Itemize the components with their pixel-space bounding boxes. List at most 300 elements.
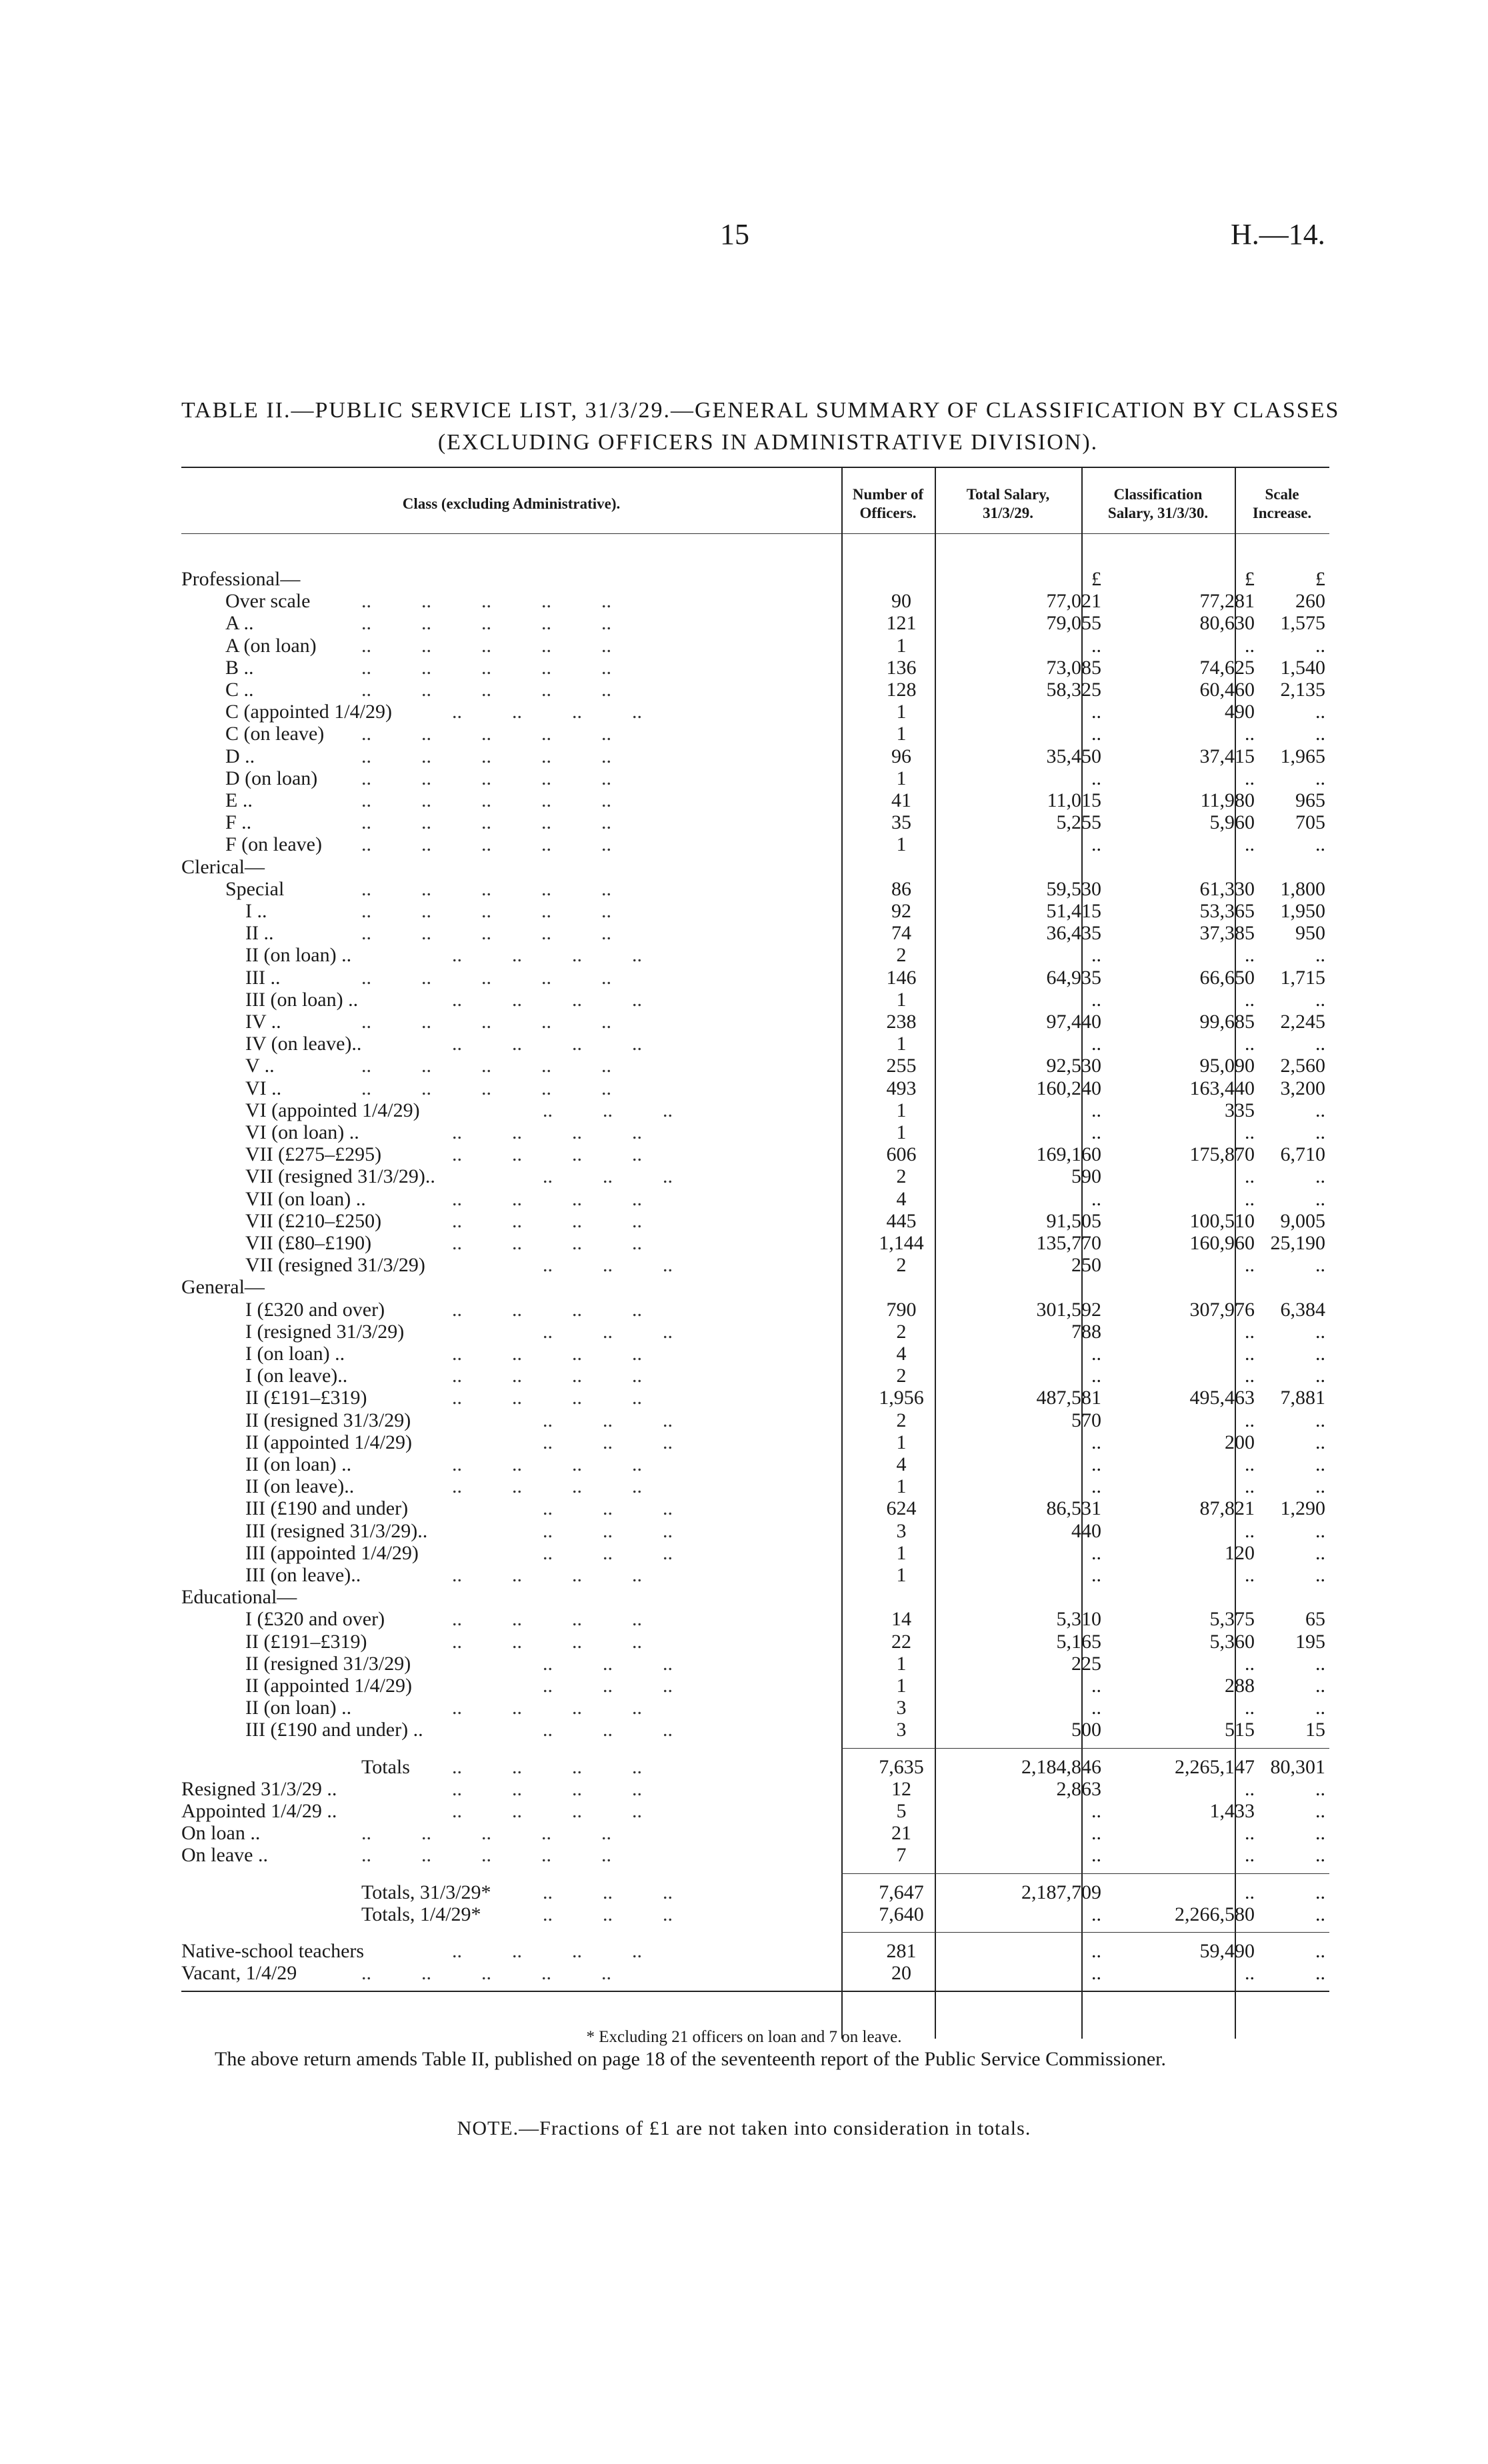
- row-label: F ..: [225, 811, 252, 834]
- table-row: [181, 1844, 1329, 1866]
- cell-classification-salary: ..: [1245, 1881, 1255, 1903]
- cell-classification-salary: 120: [1225, 1541, 1255, 1564]
- row-label: D (on loan): [225, 767, 318, 789]
- table-row: [181, 1564, 1329, 1586]
- cell-classification-salary: 288: [1225, 1675, 1255, 1697]
- cell-total-salary: 36,435: [1046, 922, 1101, 945]
- row-label: VI (on loan) ..: [245, 1121, 359, 1143]
- title-line-2: (EXCLUDING OFFICERS IN ADMINISTRATIVE DIVISION).: [437, 430, 1099, 455]
- table-row: [181, 1121, 1329, 1143]
- row-label: Educational—: [181, 1586, 297, 1609]
- table-row: [181, 1475, 1329, 1497]
- cell-total-salary: ..: [1091, 1800, 1101, 1822]
- cell-total-salary: 570: [1071, 1409, 1101, 1431]
- row-label: A ..: [225, 612, 254, 635]
- table-row: [181, 657, 1329, 679]
- row-label: C ..: [225, 679, 254, 701]
- row-label: F (on leave): [225, 833, 322, 856]
- leader-dots: .. .. .. ..: [452, 1940, 642, 1962]
- cell-classification-salary: ..: [1245, 767, 1255, 789]
- leader-dots: .. .. .. .. ..: [361, 656, 611, 679]
- cell-total-salary: ..: [1091, 1822, 1101, 1845]
- cell-total-salary: 92,530: [1046, 1055, 1101, 1077]
- cell-number: 5: [896, 1800, 907, 1822]
- row-label: E ..: [225, 789, 253, 811]
- cell-classification-salary: ..: [1245, 1962, 1255, 1985]
- leader-dots: .. .. .. .. ..: [361, 789, 611, 811]
- leader-dots: .. .. .. ..: [452, 1343, 642, 1365]
- leader-dots: .. .. .. .. ..: [361, 1962, 611, 1985]
- cell-number: 96: [891, 745, 911, 767]
- cell-scale-increase: ..: [1315, 1254, 1325, 1277]
- leader-dots: .. .. .. ..: [452, 944, 642, 967]
- cell-total-salary: 5,310: [1056, 1608, 1101, 1631]
- cell-scale-increase: 3,200: [1280, 1077, 1325, 1099]
- row-label: Appointed 1/4/29 ..: [181, 1800, 337, 1822]
- cell-scale-increase: ..: [1315, 1652, 1325, 1675]
- cell-total-salary: 788: [1071, 1320, 1101, 1343]
- cell-scale-increase: ..: [1315, 1475, 1325, 1498]
- table-row: [181, 1033, 1329, 1055]
- table-row: [181, 1756, 1329, 1778]
- cell-total-salary: ..: [1091, 1099, 1101, 1121]
- leader-dots: .. .. ..: [543, 1903, 673, 1925]
- table-row: [181, 1520, 1329, 1542]
- cell-number: 1: [896, 634, 907, 657]
- header-class: Class (excluding Administrative).: [402, 495, 621, 512]
- cell-scale-increase: ..: [1315, 1187, 1325, 1210]
- table-row: [181, 1099, 1329, 1121]
- cell-number: 86: [891, 877, 911, 900]
- cell-classification-salary: ..: [1245, 1652, 1255, 1675]
- table-row: [181, 723, 1329, 745]
- cell-number: 4: [896, 1453, 907, 1475]
- header-classification-salary: Classification Salary, 31/3/30.: [1107, 486, 1209, 521]
- cell-scale-increase: 25,190: [1270, 1232, 1325, 1254]
- cell-classification-salary: ..: [1245, 1777, 1255, 1800]
- cell-number: 7,635: [879, 1755, 924, 1778]
- row-label: I (resigned 31/3/29): [245, 1320, 405, 1343]
- cell-number: 1: [896, 833, 907, 856]
- cell-number: 2: [896, 1409, 907, 1431]
- cell-classification-salary: 175,870: [1189, 1143, 1255, 1166]
- leader-dots: .. .. .. .. ..: [361, 612, 611, 635]
- footnote: * Excluding 21 officers on loan and 7 on leave.: [586, 2028, 902, 2046]
- cell-classification-salary: ..: [1245, 1409, 1255, 1431]
- cell-total-salary: 2,187,709: [1021, 1881, 1101, 1903]
- row-label: III (appointed 1/4/29): [245, 1541, 419, 1564]
- row-label: III (£190 and under): [245, 1497, 409, 1520]
- row-label: VII (resigned 31/3/29): [245, 1254, 425, 1277]
- row-label: Professional—: [181, 568, 301, 590]
- row-label: I ..: [245, 900, 267, 922]
- cell-scale-increase: ..: [1315, 1564, 1325, 1586]
- table-row: [181, 1778, 1329, 1800]
- totals-rule: [841, 1748, 1329, 1749]
- cell-total-salary: ..: [1091, 767, 1101, 789]
- cell-scale-increase: 7,881: [1280, 1387, 1325, 1409]
- cell-classification-salary: ..: [1245, 1475, 1255, 1498]
- cell-number: 1: [896, 1121, 907, 1143]
- row-label: I (on leave)..: [245, 1365, 348, 1387]
- leader-dots: .. .. ..: [543, 1652, 673, 1675]
- leader-dots: .. .. .. ..: [452, 1232, 642, 1254]
- cell-scale-increase: £: [1315, 568, 1325, 590]
- row-label: A (on loan): [225, 634, 317, 657]
- table-row: [181, 745, 1329, 767]
- cell-classification-salary: 80,630: [1199, 612, 1255, 635]
- cell-classification-salary: 11,980: [1200, 789, 1255, 811]
- cell-classification-salary: 37,415: [1199, 745, 1255, 767]
- cell-scale-increase: ..: [1315, 1675, 1325, 1697]
- cell-number: 238: [886, 1011, 917, 1033]
- cell-classification-salary: ..: [1245, 1254, 1255, 1277]
- leader-dots: .. .. ..: [543, 1254, 673, 1277]
- table-row: [181, 1453, 1329, 1475]
- cell-total-salary: 73,085: [1046, 656, 1101, 679]
- table-row: [181, 635, 1329, 657]
- row-label: VI (appointed 1/4/29): [245, 1099, 420, 1121]
- cell-total-salary: ..: [1091, 944, 1101, 967]
- cell-total-salary: 5,165: [1056, 1630, 1101, 1653]
- cell-number: 2: [896, 1320, 907, 1343]
- row-label: II (appointed 1/4/29): [245, 1431, 412, 1453]
- table-row: [181, 1822, 1329, 1844]
- row-label: II (£191–£319): [245, 1387, 367, 1409]
- cell-number: 3: [896, 1697, 907, 1719]
- leader-dots: .. .. .. ..: [452, 1387, 642, 1409]
- cell-classification-salary: 66,650: [1199, 966, 1255, 989]
- table-row: [181, 1881, 1329, 1903]
- cell-classification-salary: ..: [1245, 1564, 1255, 1586]
- cell-total-salary: 11,015: [1047, 789, 1101, 811]
- row-label: II (resigned 31/3/29): [245, 1409, 411, 1431]
- cell-classification-salary: ..: [1245, 1187, 1255, 1210]
- cell-total-salary: 440: [1071, 1519, 1101, 1542]
- table-row: [181, 1653, 1329, 1675]
- cell-scale-increase: 1,575: [1280, 612, 1325, 635]
- cell-classification-salary: 74,625: [1199, 656, 1255, 679]
- cell-number: 4: [896, 1343, 907, 1365]
- cell-total-salary: 35,450: [1046, 745, 1101, 767]
- cell-scale-increase: 195: [1295, 1630, 1325, 1653]
- cell-number: 1: [896, 1033, 907, 1055]
- cell-total-salary: ..: [1091, 1844, 1101, 1867]
- cell-total-salary: 250: [1071, 1254, 1101, 1277]
- cell-total-salary: 91,505: [1046, 1209, 1101, 1232]
- cell-scale-increase: 950: [1295, 922, 1325, 945]
- cell-total-salary: 51,415: [1046, 900, 1101, 922]
- cell-classification-salary: ..: [1245, 1121, 1255, 1143]
- cell-number: 92: [891, 900, 911, 922]
- row-label: II (on loan) ..: [245, 1453, 352, 1475]
- cell-scale-increase: 965: [1295, 789, 1325, 811]
- row-label: Vacant, 1/4/29: [181, 1962, 297, 1985]
- leader-dots: .. .. .. .. ..: [361, 811, 611, 834]
- row-label: IV (on leave)..: [245, 1033, 362, 1055]
- row-label: VII (£80–£190): [245, 1232, 372, 1254]
- cell-number: 1: [896, 767, 907, 789]
- table-row: [181, 1903, 1329, 1925]
- title-line-1: TABLE II.—PUBLIC SERVICE LIST, 31/3/29.—GENERAL SUMMARY OF CLASSIFICATION BY CLASSES: [181, 398, 1340, 423]
- cell-scale-increase: 1,950: [1280, 900, 1325, 922]
- cell-number: 7: [896, 1844, 907, 1867]
- row-label: Totals, 1/4/29*: [361, 1903, 481, 1925]
- table-row: [181, 767, 1329, 789]
- cell-total-salary: 500: [1071, 1719, 1101, 1741]
- leader-dots: .. .. .. .. ..: [361, 922, 611, 945]
- row-label: II (on loan) ..: [245, 944, 352, 967]
- cell-scale-increase: ..: [1315, 1541, 1325, 1564]
- cell-scale-increase: 15: [1305, 1719, 1325, 1741]
- cell-scale-increase: ..: [1315, 1940, 1325, 1962]
- cell-classification-salary: 53,365: [1199, 900, 1255, 922]
- row-label: III (on leave)..: [245, 1564, 361, 1586]
- leader-dots: .. .. .. .. ..: [361, 1011, 611, 1033]
- cell-scale-increase: ..: [1315, 1697, 1325, 1719]
- cell-total-salary: ..: [1091, 1541, 1101, 1564]
- cell-scale-increase: ..: [1315, 767, 1325, 789]
- table-row: [181, 1497, 1329, 1519]
- cell-scale-increase: ..: [1315, 1431, 1325, 1453]
- row-label: II (resigned 31/3/29): [245, 1652, 411, 1675]
- cell-total-salary: 5,255: [1056, 811, 1101, 834]
- leader-dots: .. .. ..: [543, 1675, 673, 1697]
- table-row: [181, 568, 1329, 590]
- table-row: [181, 1011, 1329, 1033]
- leader-dots: .. .. .. .. ..: [361, 679, 611, 701]
- cell-scale-increase: 260: [1295, 590, 1325, 613]
- cell-classification-salary: ..: [1245, 634, 1255, 657]
- cell-number: 21: [891, 1822, 911, 1845]
- cell-number: 41: [891, 789, 911, 811]
- leader-dots: .. .. ..: [543, 1409, 673, 1431]
- table-row: [181, 922, 1329, 944]
- cell-total-salary: 86,531: [1046, 1497, 1101, 1520]
- cell-scale-increase: ..: [1315, 1453, 1325, 1475]
- row-label: VII (£210–£250): [245, 1209, 382, 1232]
- cell-number: 7,640: [879, 1903, 924, 1925]
- row-label: B ..: [225, 656, 254, 679]
- table-row: [181, 1409, 1329, 1431]
- table-row: [181, 833, 1329, 855]
- cell-total-salary: 97,440: [1046, 1011, 1101, 1033]
- cell-number: 2: [896, 1254, 907, 1277]
- cell-total-salary: ..: [1091, 1940, 1101, 1962]
- table-row: [181, 1719, 1329, 1741]
- cell-classification-salary: 307,976: [1189, 1298, 1255, 1321]
- row-label: Over scale: [225, 590, 311, 613]
- leader-dots: .. .. .. .. ..: [361, 634, 611, 657]
- cell-classification-salary: 200: [1225, 1431, 1255, 1453]
- table-row: [181, 701, 1329, 723]
- cell-classification-salary: ..: [1245, 1697, 1255, 1719]
- cell-classification-salary: ..: [1245, 1519, 1255, 1542]
- table-row: [181, 967, 1329, 989]
- leader-dots: .. .. ..: [543, 1165, 673, 1188]
- leader-dots: .. .. .. ..: [452, 1453, 642, 1475]
- cell-total-salary: 59,530: [1046, 877, 1101, 900]
- leader-dots: .. .. ..: [543, 1320, 673, 1343]
- row-label: III (on loan) ..: [245, 988, 359, 1011]
- row-label: Special: [225, 877, 285, 900]
- cell-number: 1: [896, 723, 907, 745]
- table-top-rule: [181, 467, 1329, 468]
- cell-total-salary: 590: [1071, 1165, 1101, 1188]
- cell-classification-salary: 2,265,147: [1175, 1755, 1255, 1778]
- leader-dots: .. .. .. .. ..: [361, 900, 611, 922]
- cell-scale-increase: ..: [1315, 1777, 1325, 1800]
- cell-classification-salary: 60,460: [1199, 679, 1255, 701]
- cell-scale-increase: ..: [1315, 1844, 1325, 1867]
- table-row: [181, 789, 1329, 811]
- table-row: [181, 1143, 1329, 1165]
- cell-total-salary: 79,055: [1046, 612, 1101, 635]
- cell-number: 7,647: [879, 1881, 924, 1903]
- table-row: [181, 1962, 1329, 1984]
- leader-dots: .. .. .. .. ..: [361, 966, 611, 989]
- cell-number: 1: [896, 1675, 907, 1697]
- leader-dots: .. .. .. ..: [452, 1033, 642, 1055]
- cell-number: 1: [896, 1564, 907, 1586]
- leader-dots: .. .. .. ..: [452, 1608, 642, 1631]
- cell-scale-increase: 705: [1295, 811, 1325, 834]
- row-label: II ..: [245, 922, 274, 945]
- row-label: IV ..: [245, 1011, 281, 1033]
- leader-dots: .. .. .. ..: [452, 1630, 642, 1653]
- leader-dots: .. .. .. ..: [452, 1777, 642, 1800]
- table-row: [181, 1431, 1329, 1453]
- cell-classification-salary: 5,360: [1209, 1630, 1255, 1653]
- cell-total-salary: ..: [1091, 1121, 1101, 1143]
- cell-classification-salary: 100,510: [1189, 1209, 1255, 1232]
- table-row: [181, 856, 1329, 878]
- cell-classification-salary: ..: [1245, 944, 1255, 967]
- table-row: [181, 679, 1329, 701]
- leader-dots: .. .. .. .. ..: [361, 1822, 611, 1845]
- extra-rows-rule: [841, 1932, 1329, 1933]
- row-label: D ..: [225, 745, 255, 767]
- row-label: I (£320 and over): [245, 1298, 385, 1321]
- row-label: VII (resigned 31/3/29)..: [245, 1165, 435, 1188]
- table-row: [181, 612, 1329, 634]
- row-label: II (on leave)..: [245, 1475, 355, 1498]
- cell-number: 74: [891, 922, 911, 945]
- row-label: V ..: [245, 1055, 275, 1077]
- cell-number: 22: [891, 1630, 911, 1653]
- leader-dots: .. .. .. ..: [452, 988, 642, 1011]
- cell-scale-increase: ..: [1315, 1962, 1325, 1985]
- cell-classification-salary: 59,490: [1199, 1940, 1255, 1962]
- leader-dots: .. .. .. ..: [452, 701, 642, 723]
- cell-scale-increase: 2,560: [1280, 1055, 1325, 1077]
- cell-scale-increase: 1,965: [1280, 745, 1325, 767]
- row-label: II (£191–£319): [245, 1630, 367, 1653]
- cell-classification-salary: ..: [1245, 988, 1255, 1011]
- cell-total-salary: 2,184,846: [1021, 1755, 1101, 1778]
- cell-number: 255: [886, 1055, 917, 1077]
- cell-number: 624: [886, 1497, 917, 1520]
- table-row: [181, 944, 1329, 966]
- cell-total-salary: ..: [1091, 1564, 1101, 1586]
- leader-dots: .. .. .. ..: [452, 1800, 642, 1822]
- cell-classification-salary: 490: [1225, 701, 1255, 723]
- table-row: [181, 1675, 1329, 1697]
- cell-scale-increase: 6,384: [1280, 1298, 1325, 1321]
- cell-number: 14: [891, 1608, 911, 1631]
- cell-number: 281: [886, 1940, 917, 1962]
- table-row: [181, 1321, 1329, 1343]
- note: NOTE.—Fractions of £1 are not taken into consideration in totals.: [457, 2117, 1031, 2139]
- cell-total-salary: ..: [1091, 1431, 1101, 1453]
- cell-scale-increase: ..: [1315, 1320, 1325, 1343]
- cell-scale-increase: 2,245: [1280, 1011, 1325, 1033]
- row-label: III ..: [245, 966, 281, 989]
- table-row: [181, 1055, 1329, 1077]
- cell-scale-increase: ..: [1315, 1343, 1325, 1365]
- leader-dots: .. .. .. ..: [452, 1365, 642, 1387]
- cell-scale-increase: ..: [1315, 1881, 1325, 1903]
- leader-dots: .. .. .. .. ..: [361, 590, 611, 613]
- cell-scale-increase: ..: [1315, 1519, 1325, 1542]
- table-row: [181, 1542, 1329, 1564]
- leader-dots: .. .. .. ..: [452, 1475, 642, 1498]
- table-row: [181, 1188, 1329, 1210]
- table-row: [181, 1343, 1329, 1365]
- row-label: I (£320 and over): [245, 1608, 385, 1631]
- cell-scale-increase: 1,540: [1280, 656, 1325, 679]
- leader-dots: .. .. .. ..: [452, 1121, 642, 1143]
- cell-classification-salary: ..: [1245, 1453, 1255, 1475]
- cell-total-salary: ..: [1091, 1033, 1101, 1055]
- cell-scale-increase: ..: [1315, 1121, 1325, 1143]
- cell-scale-increase: ..: [1315, 723, 1325, 745]
- table-row: [181, 1232, 1329, 1254]
- cell-classification-salary: 99,685: [1199, 1011, 1255, 1033]
- row-label: On leave ..: [181, 1844, 268, 1867]
- table-row: [181, 900, 1329, 922]
- cell-total-salary: 77,021: [1046, 590, 1101, 613]
- cell-number: 2: [896, 1365, 907, 1387]
- leader-dots: .. .. .. ..: [452, 1209, 642, 1232]
- cell-total-salary: ..: [1091, 1962, 1101, 1985]
- row-label: Clerical—: [181, 855, 265, 878]
- row-label: II (on loan) ..: [245, 1697, 352, 1719]
- cell-number: 2: [896, 1165, 907, 1188]
- document-code: H.—14.: [1231, 218, 1325, 251]
- cell-total-salary: 58,325: [1046, 679, 1101, 701]
- cell-number: 1,956: [879, 1387, 924, 1409]
- header-scale-increase: Scale Increase.: [1252, 486, 1312, 521]
- cell-number: 146: [886, 966, 917, 989]
- cell-scale-increase: 1,290: [1280, 1497, 1325, 1520]
- leader-dots: .. .. ..: [543, 1881, 673, 1903]
- cell-classification-salary: 495,463: [1189, 1387, 1255, 1409]
- cell-number: 445: [886, 1209, 917, 1232]
- cell-total-salary: ..: [1091, 723, 1101, 745]
- row-label: VII (on loan) ..: [245, 1187, 366, 1210]
- table-row: [181, 1697, 1329, 1719]
- row-label: Resigned 31/3/29 ..: [181, 1777, 337, 1800]
- cell-scale-increase: ..: [1315, 833, 1325, 856]
- cell-classification-salary: 5,375: [1209, 1608, 1255, 1631]
- cell-total-salary: ..: [1091, 1187, 1101, 1210]
- cell-scale-increase: ..: [1315, 1099, 1325, 1121]
- cell-number: 1,144: [879, 1232, 924, 1254]
- row-label: Totals, 31/3/29*: [361, 1881, 491, 1903]
- row-label: Native-school teachers: [181, 1940, 365, 1962]
- table-row: [181, 1077, 1329, 1099]
